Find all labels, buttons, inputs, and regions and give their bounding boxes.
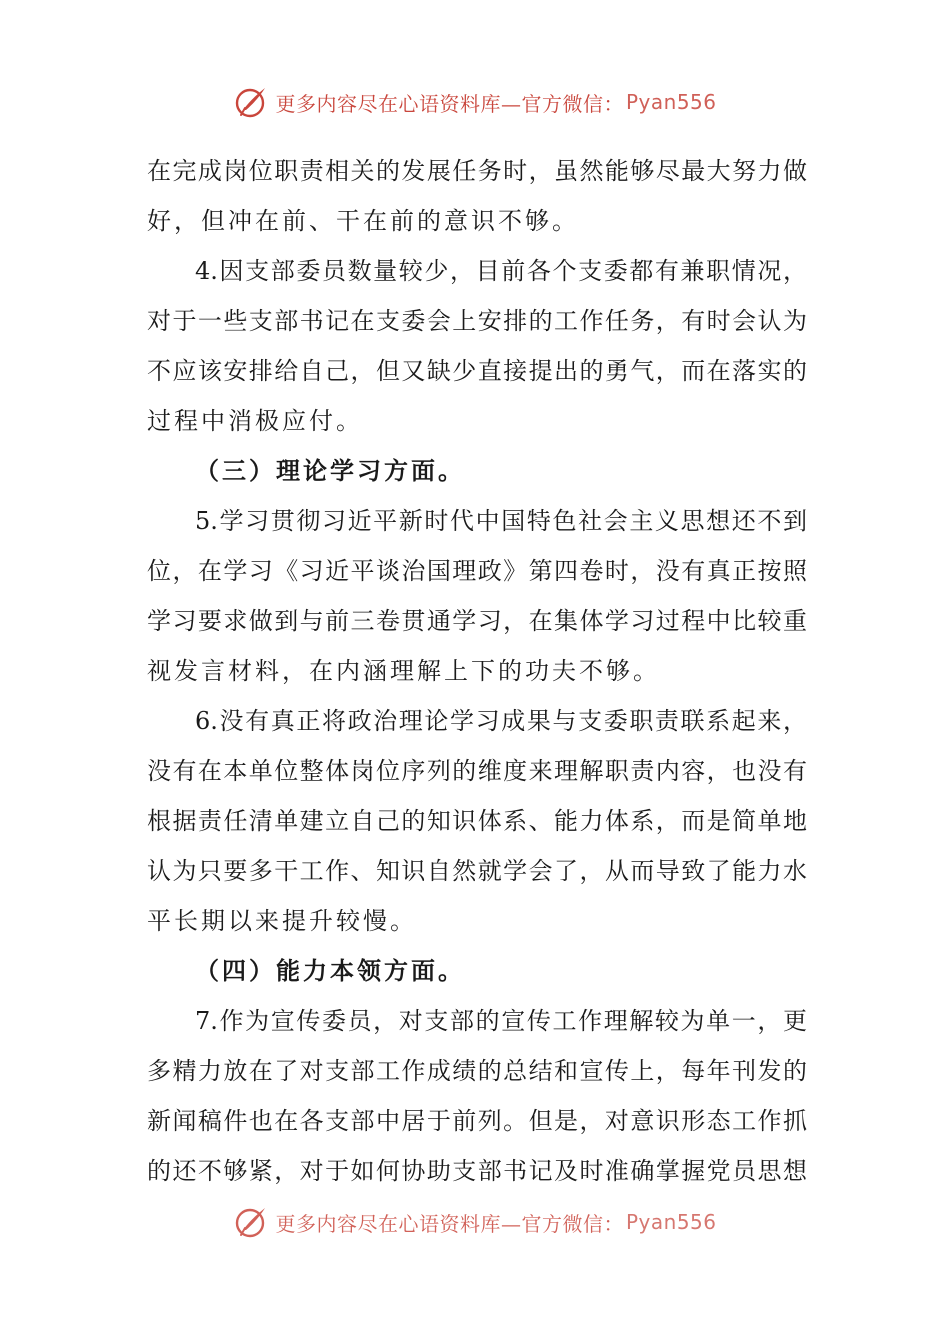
paragraph-line: 对于一些支部书记在支委会上安排的工作任务，有时会认为 [147, 307, 807, 335]
section-heading: （三）理论学习方面。 [195, 456, 465, 485]
paragraph-line: 视发言材料，在内涵理解上下的功夫不够。 [147, 657, 660, 685]
paragraph-line: 多精力放在了对支部工作成绩的总结和宣传上，每年刊发的 [147, 1057, 807, 1085]
quill-logo-icon [233, 84, 269, 120]
paragraph-line: 新闻稿件也在各支部中居于前列。但是，对意识形态工作抓 [147, 1107, 807, 1135]
paragraph-line: 4.因支部委员数量较少，目前各个支委都有兼职情况， [195, 257, 807, 285]
quill-logo-icon [233, 1204, 269, 1240]
header-watermark [0, 82, 950, 122]
paragraph-line: 7.作为宣传委员，对支部的宣传工作理解较为单一，更 [195, 1007, 807, 1035]
section-heading: （四）能力本领方面。 [195, 956, 465, 985]
paragraph-line: 平长期以来提升较慢。 [147, 907, 417, 935]
paragraph-line: 根据责任清单建立自己的知识体系、能力体系，而是简单地 [147, 807, 807, 835]
watermark-text: 更多内容尽在心语资料库—官方微信： [275, 1211, 624, 1236]
paragraph-line: 认为只要多干工作、知识自然就学会了，从而导致了能力水 [147, 857, 807, 885]
footer-watermark [0, 1202, 950, 1242]
paragraph-line: 5.学习贯彻习近平新时代中国特色社会主义思想还不到 [195, 507, 807, 535]
paragraph-line: 没有在本单位整体岗位序列的维度来理解职责内容，也没有 [147, 757, 807, 785]
watermark-text: 更多内容尽在心语资料库—官方微信： [275, 91, 624, 116]
paragraph-line: 好，但冲在前、干在前的意识不够。 [147, 207, 579, 235]
watermark-wechat-id: Pyan556 [625, 1210, 717, 1234]
paragraph-line: 过程中消极应付。 [147, 407, 363, 435]
paragraph-line: 的还不够紧，对于如何协助支部书记及时准确掌握党员思想 [147, 1157, 807, 1185]
paragraph-line: 6.没有真正将政治理论学习成果与支委职责联系起来， [195, 707, 807, 735]
watermark-wechat-id: Pyan556 [625, 90, 717, 114]
paragraph-line: 位，在学习《习近平谈治国理政》第四卷时，没有真正按照 [147, 557, 807, 585]
paragraph-line: 在完成岗位职责相关的发展任务时，虽然能够尽最大努力做 [147, 157, 807, 185]
paragraph-line: 不应该安排给自己，但又缺少直接提出的勇气，而在落实的 [147, 357, 807, 385]
paragraph-line: 学习要求做到与前三卷贯通学习，在集体学习过程中比较重 [147, 607, 807, 635]
document-body [147, 146, 807, 1196]
